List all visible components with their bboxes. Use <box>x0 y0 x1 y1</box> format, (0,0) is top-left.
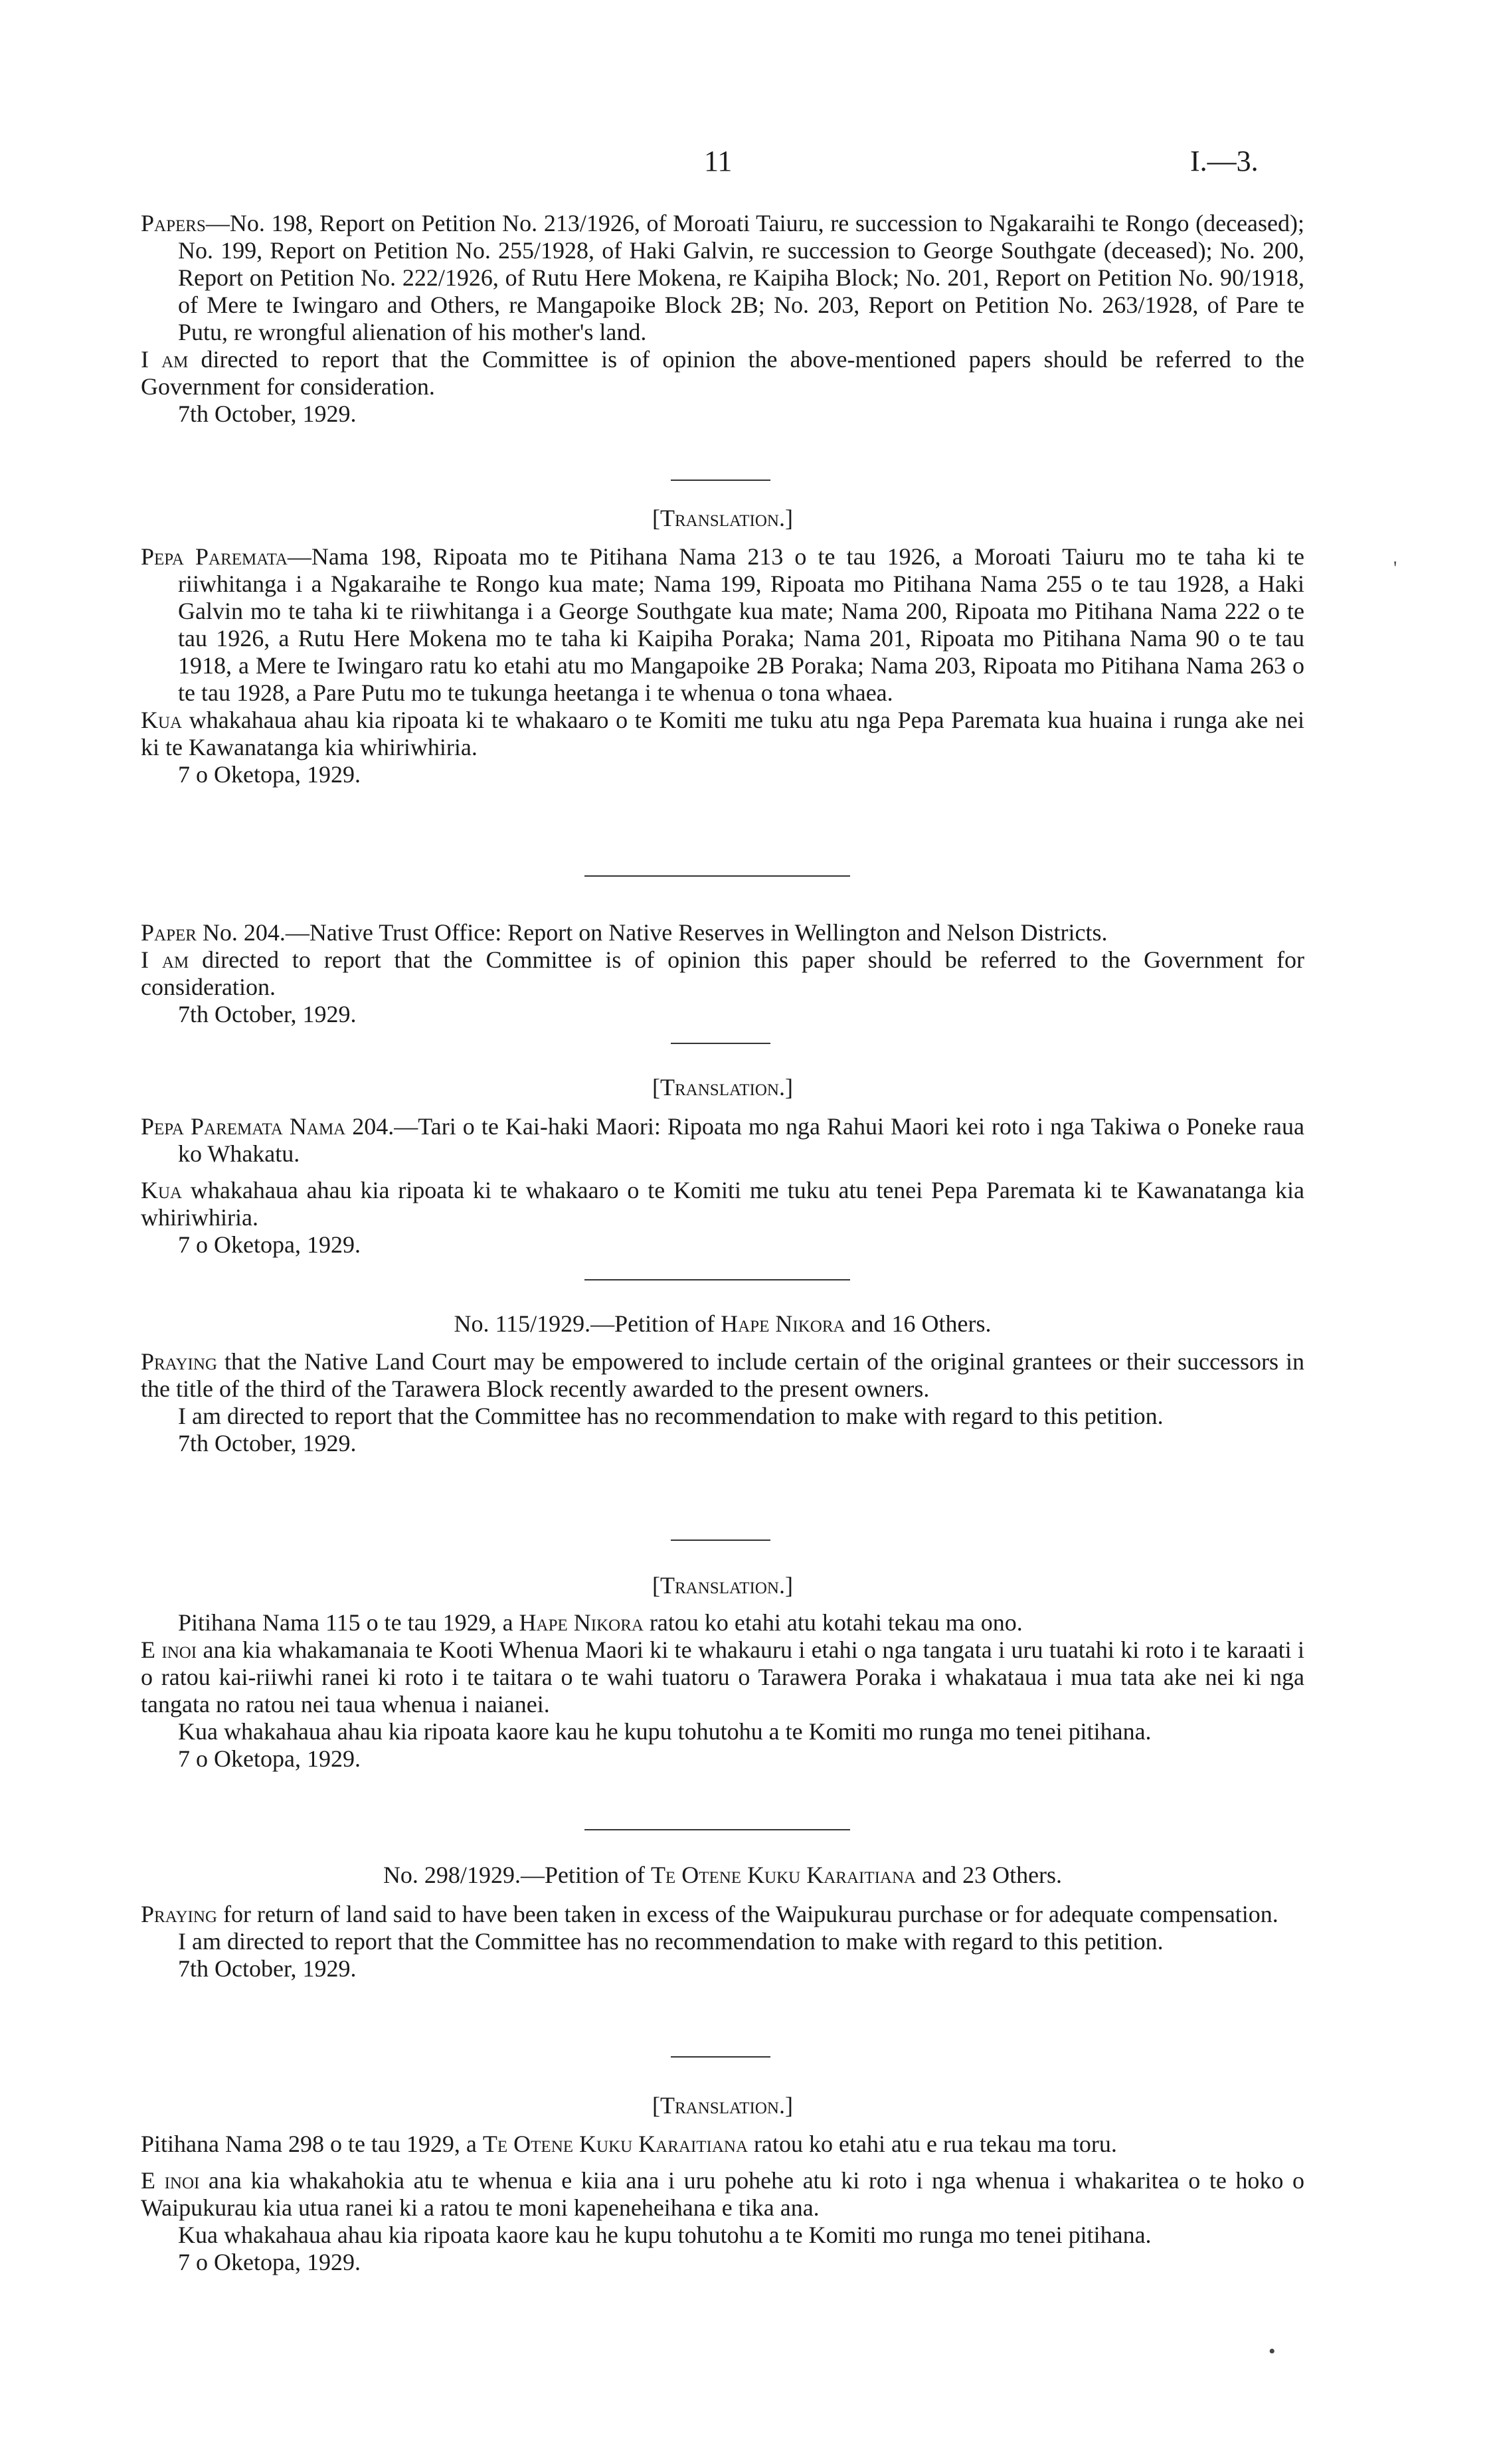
translation-paper-204-date: 7 o Oketopa, 1929. <box>178 1231 361 1258</box>
translation-paper-204-paragraph <box>141 1113 1304 1168</box>
petition-298-prayer <box>141 1901 1304 1928</box>
translation-petition-298-line <box>141 2131 1304 2158</box>
petition-115-title-post: and 16 Others. <box>845 1310 992 1337</box>
section-divider <box>584 1279 850 1280</box>
translation-heading: [Translation.] <box>652 1572 793 1599</box>
translation-petition-115-inoi <box>141 1636 1304 1718</box>
translation-petition-298-line-pre: Pitihana Nama 298 o te tau 1929, a <box>141 2131 483 2157</box>
papers-lead: Papers <box>141 210 206 236</box>
translation-paper-204-body: 204.—Tari o te Kai-haki Maori: Ripoata mo nga Rahui Maori kei roto i nga Takiwa o Poneke raua ko Whakatu. <box>178 1113 1305 1167</box>
paper-204-paragraph <box>141 919 1304 946</box>
translation-petition-115-line-pre: Pitihana Nama 115 o te tau 1929, a <box>178 1609 519 1636</box>
translation-paper-204-lead: Pepa Paremata Nama <box>141 1113 346 1140</box>
petition-298-date: 7th October, 1929. <box>178 1955 357 1982</box>
translation-petition-298-inoi <box>141 2167 1304 2222</box>
paper-204-report <box>141 946 1304 1001</box>
petition-115-section <box>141 1348 1304 1457</box>
translation-papers-body: —Nama 198, Ripoata mo te Pitihana Nama 213 o te tau 1926, a Moroati Taiuru mo te taha ki te riiwhitanga i a Ngakaraihe te Rongo kua mate; Nama 199, Ripoata mo Pitihana Nama 255 o te tau 1928, a Haki Galvin mo te taha ki te riiwhitanga i a George Southgate kua mate; Nama 200, Ripoata mo Pitihana Nama 222 o te tau 1926, a Rutu Here Mokena mo te taha ki Kaipiha Poraka; Nama 201, Ripoata mo Pitihana Nama 90 o te tau 1918, a Mere te Iwingaro ratu ko etahi atu mo Mangapoike 2B Poraka; Nama 203, Ripoata mo Pitihana Nama 263 o te tau 1928, a Pare Putu mo te tukunga heetanga i te whenua o tona whaea. <box>178 543 1305 706</box>
translation-petition-298-report: Kua whakahaua ahau kia ripoata kaore kau he kupu tohutohu a te Komiti mo runga mo tenei pitihana. <box>178 2222 1152 2248</box>
translation-petition-298-petitioner: Te Otene Kuku Karaitiana <box>482 2131 748 2157</box>
petition-298-petitioner: Te Otene Kuku Karaitiana <box>650 1862 917 1888</box>
translation-papers-report <box>141 707 1304 761</box>
document-reference: I.—3. <box>1190 145 1259 177</box>
page-number: 11 <box>704 145 733 177</box>
margin-mark: ' <box>1393 557 1397 579</box>
translation-petition-115-report: Kua whakahaua ahau kia ripoata kaore kau he kupu tohutohu a te Komiti mo runga mo tenei pitihana. <box>178 1718 1152 1745</box>
section-divider <box>671 1043 770 1044</box>
papers-report-text: directed to report that the Committee is of opinion the above-mentioned papers should be referred to the Government for consideration. <box>141 346 1304 400</box>
margin-mark: • <box>1269 2340 1276 2362</box>
petition-298-prayer-lead: Praying <box>141 1901 217 1927</box>
translation-paper-204-section <box>141 1113 1304 1259</box>
section-divider <box>584 875 850 877</box>
papers-report-lead: I am <box>141 346 189 373</box>
translation-heading: [Translation.] <box>652 505 793 531</box>
papers-date: 7th October, 1929. <box>178 400 357 427</box>
petition-115-prayer-text: that the Native Land Court may be empowered to include certain of the original grantees or their successors in the title of the third of the Tarawera Block recently awarded to the present owners. <box>141 1348 1304 1402</box>
papers-paragraph <box>141 210 1304 346</box>
translation-petition-298-inoi-lead: E inoi <box>141 2167 200 2194</box>
translation-petition-115-date: 7 o Oketopa, 1929. <box>178 1745 361 1772</box>
section-divider <box>584 1829 850 1830</box>
translation-petition-115-section <box>141 1609 1304 1773</box>
translation-petition-115-inoi-text: ana kia whakamanaia te Kooti Whenua Maori ki te whakauru i etahi o nga tangata i uru tuatahi ki roto i te karaati i o ratou kai-riiwhi ranei ki roto i te taitara o te wahi tuatoru o Tarawera Poraka i whakataua i mua tata ake nei ki nga tangata no ratou nei taua whenua i naianei. <box>141 1636 1305 1717</box>
translation-papers-lead: Pepa Paremata <box>141 543 288 570</box>
petition-298-prayer-text: for return of land said to have been taken in excess of the Waipukurau purchase or for adequate compensation. <box>217 1901 1278 1927</box>
translation-papers-report-lead: Kua <box>141 707 183 733</box>
papers-report <box>141 346 1304 400</box>
translation-heading: [Translation.] <box>652 2092 793 2119</box>
petition-115-prayer-lead: Praying <box>141 1348 217 1375</box>
translation-papers-section <box>141 543 1304 788</box>
section-divider <box>671 1540 770 1541</box>
translation-petition-115-line-post: ratou ko etahi atu kotahi tekau ma ono. <box>643 1609 1023 1636</box>
paper-204-date: 7th October, 1929. <box>178 1001 357 1027</box>
translation-petition-115-line <box>141 1609 1304 1636</box>
petition-298-title <box>141 1862 1304 1889</box>
petition-115-report: I am directed to report that the Committee has no recommendation to make with regard to this petition. <box>178 1403 1164 1429</box>
papers-section <box>141 210 1304 428</box>
translation-paper-204-report-lead: Kua <box>141 1177 183 1203</box>
petition-115-prayer <box>141 1348 1304 1403</box>
section-divider <box>671 480 770 481</box>
petition-298-title-pre: No. 298/1929.—Petition of <box>383 1862 651 1888</box>
petition-298-section <box>141 1901 1304 1982</box>
papers-body: —No. 198, Report on Petition No. 213/1926, of Moroati Taiuru, re succession to Ngakaraihi te Rongo (deceased); No. 199, Report on Petition No. 255/1928, of Haki Galvin, re succession to George Southgate (deceased); No. 200, Report on Petition No. 222/1926, of Rutu Here Mokena, re Kaipiha Block; No. 201, Report on Petition No. 90/1918, of Mere te Iwingaro and Others, re Mangapoike Block 2B; No. 203, Report on Petition No. 263/1928, of Pare te Putu, re wrongful alienation of his mother's land. <box>178 210 1304 345</box>
translation-paper-204-report-text: whakahaua ahau kia ripoata ki te whakaaro o te Komiti me tuku atu tenei Pepa Paremata ki te Kawanatanga kia whiriwhiria. <box>141 1177 1304 1231</box>
translation-petition-298-line-post: ratou ko etahi atu e rua tekau ma toru. <box>748 2131 1117 2157</box>
petition-298-title-post: and 23 Others. <box>916 1862 1063 1888</box>
translation-petition-298-section <box>141 2131 1304 2276</box>
paper-204-report-lead: I am <box>141 946 189 973</box>
paper-204-report-text: directed to report that the Committee is of opinion this paper should be referred to the Government for consideration. <box>141 946 1305 1000</box>
petition-298-report: I am directed to report that the Committee has no recommendation to make with regard to this petition. <box>178 1928 1164 1955</box>
petition-115-title-pre: No. 115/1929.—Petition of <box>454 1310 721 1337</box>
petition-115-petitioner: Hape Nikora <box>721 1310 845 1337</box>
translation-heading: [Translation.] <box>652 1074 793 1100</box>
translation-petition-115-inoi-lead: E inoi <box>141 1636 197 1663</box>
section-divider <box>671 2056 770 2058</box>
translation-papers-date: 7 o Oketopa, 1929. <box>178 761 361 788</box>
paper-204-lead: Paper <box>141 919 197 946</box>
petition-115-title <box>141 1310 1304 1338</box>
paper-204-section <box>141 919 1304 1028</box>
translation-petition-298-inoi-text: ana kia whakahokia atu te whenua e kiia ana i uru pohehe atu ki roto i nga whenua i whakaritea o te hoko o Waipukurau kia utua ranei ki a ratou te moni kapeneheihana e tika ana. <box>141 2167 1304 2221</box>
translation-petition-298-date: 7 o Oketopa, 1929. <box>178 2249 361 2275</box>
paper-204-body: No. 204.—Native Trust Office: Report on Native Reserves in Wellington and Nelson Districts. <box>196 919 1108 946</box>
translation-papers-report-text: whakahaua ahau kia ripoata ki te whakaaro o te Komiti me tuku atu nga Pepa Paremata kua huaina i runga ake nei ki te Kawanatanga kia whiriwhiria. <box>141 707 1304 760</box>
translation-papers-paragraph <box>141 543 1304 707</box>
petition-115-date: 7th October, 1929. <box>178 1430 357 1456</box>
translation-petition-115-petitioner: Hape Nikora <box>519 1609 644 1636</box>
translation-paper-204-report <box>141 1177 1304 1231</box>
